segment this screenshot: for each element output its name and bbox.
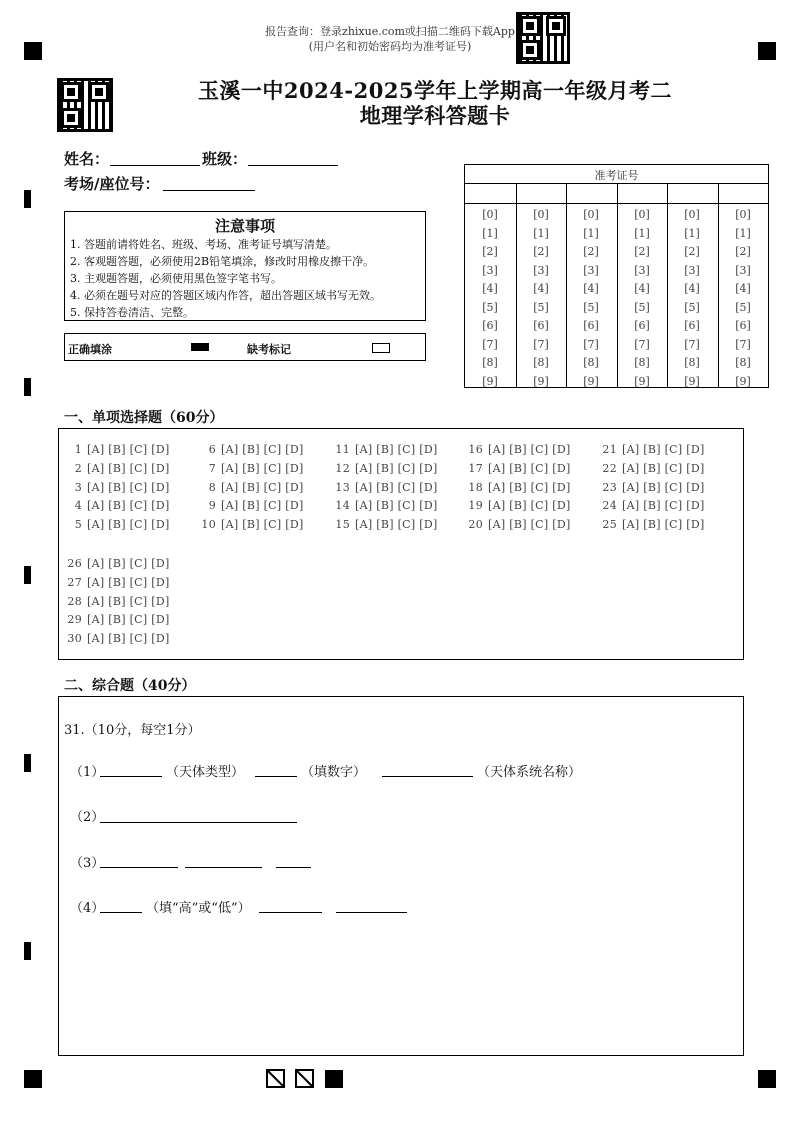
admission-digit-bubble[interactable]: [7] (634, 337, 650, 351)
mcq-question-row[interactable] (330, 481, 438, 494)
admission-digit-bubble[interactable]: [3] (583, 263, 599, 277)
q31-part1-blank1[interactable] (100, 776, 162, 777)
mcq-question-number: 26 (67, 557, 82, 570)
mcq-question-number: 23 (602, 481, 617, 494)
mcq-question-number: 29 (67, 613, 82, 626)
seat-label: 考场/座位号： (64, 175, 160, 193)
admission-digit-bubble[interactable]: [3] (684, 263, 700, 277)
corner-mark-bottom-left (24, 1070, 42, 1088)
admission-digit-bubble[interactable]: [3] (735, 263, 751, 277)
admission-digit-bubble[interactable]: [2] (482, 245, 498, 258)
admission-digit-bubble[interactable]: [0] (634, 208, 650, 221)
mcq-question-number: 6 (208, 443, 216, 456)
admission-digit-bubble[interactable]: [5] (583, 300, 599, 314)
mcq-question-number: 27 (67, 576, 82, 589)
mcq-options[interactable]: [A] [B] [C] [D] (221, 462, 304, 475)
mcq-options[interactable]: [A] [B] [C] [D] (622, 499, 705, 512)
q31-part1-blank2[interactable] (255, 776, 297, 777)
admission-digit-bubble[interactable]: [4] (684, 282, 700, 295)
mcq-question-row[interactable] (196, 443, 304, 456)
mcq-options[interactable]: [A] [B] [C] [D] (622, 518, 705, 531)
admission-digit-bubble[interactable]: [6] (482, 319, 498, 332)
mcq-options[interactable]: [A] [B] [C] [D] (355, 462, 438, 475)
admission-digit-bubble[interactable]: [1] (634, 226, 650, 240)
admission-digit-bubble[interactable]: [5] (684, 300, 700, 314)
timing-mark (24, 754, 31, 772)
class-field[interactable] (248, 165, 338, 166)
notice-box (64, 211, 426, 321)
page-marker-hatched (267, 1070, 284, 1087)
correct-fill-sample (191, 343, 209, 351)
notice-item: 1. 答题前请将姓名、班级、考场、准考证号填写清楚。 (70, 238, 337, 251)
admission-digit-bubble[interactable]: [7] (583, 337, 599, 351)
admission-digit-bubble[interactable]: [4] (533, 282, 549, 295)
mcq-question-row[interactable] (597, 462, 705, 475)
admission-number-box (464, 164, 769, 388)
q31-heading: 31.（10分，每空1分） (64, 723, 201, 738)
admission-digit-bubble[interactable]: [8] (533, 356, 549, 369)
mcq-options[interactable]: [A] [B] [C] [D] (355, 481, 438, 494)
report-query-line1: 报告查询：登录zhixue.com或扫描二维码下载App (265, 25, 515, 38)
admission-digit-bubble[interactable]: [4] (634, 282, 650, 295)
admission-digit-bubble[interactable]: [7] (735, 337, 751, 351)
class-label: 班级： (202, 150, 248, 168)
admission-digit-bubble[interactable]: [0] (583, 208, 599, 221)
mcq-question-number: 22 (602, 462, 617, 475)
mcq-question-row[interactable] (463, 462, 571, 475)
report-query-note (230, 24, 550, 54)
admission-digit-bubble[interactable]: [3] (533, 263, 549, 277)
q31-part3-blank3[interactable] (276, 867, 311, 868)
timing-mark (24, 942, 31, 960)
admission-digit-bubble[interactable]: [6] (634, 319, 650, 332)
mcq-question-row[interactable] (330, 443, 438, 456)
admission-digit-bubble[interactable]: [4] (583, 282, 599, 295)
exam-title-line1: 玉溪一中2024-2025学年上学期高一年级月考二 (197, 78, 673, 103)
timing-mark (24, 566, 31, 584)
q31-part2-blank[interactable] (100, 822, 297, 823)
admission-digit-bubble[interactable]: [8] (684, 356, 700, 369)
timing-mark (24, 190, 31, 208)
absent-mark-label: 缺考标记 (247, 343, 291, 356)
mcq-question-number: 13 (335, 481, 350, 494)
admission-digit-bubble[interactable]: [9] (583, 374, 599, 388)
absent-mark-box[interactable] (372, 343, 390, 353)
section1-title: 一、单项选择题（60分） (64, 410, 224, 426)
admission-digit-bubble[interactable]: [7] (533, 337, 549, 351)
admission-digit-bubble[interactable]: [1] (482, 226, 498, 240)
mcq-options[interactable]: [A] [B] [C] [D] (355, 518, 438, 531)
mcq-question-row[interactable] (330, 499, 438, 512)
mcq-question-number: 24 (602, 499, 617, 512)
mcq-options[interactable]: [A] [B] [C] [D] (221, 499, 304, 512)
mcq-question-row[interactable] (62, 499, 170, 512)
admission-digit-bubble[interactable]: [9] (684, 374, 700, 388)
mcq-question-row[interactable] (196, 481, 304, 494)
mcq-question-row[interactable] (62, 632, 170, 645)
admission-digit-bubble[interactable]: [0] (684, 208, 700, 221)
q31-part2-label: （2） (70, 810, 105, 825)
admission-digit-bubble[interactable]: [6] (684, 319, 700, 332)
admission-digit-bubble[interactable]: [2] (533, 245, 549, 258)
mcq-question-row[interactable] (196, 462, 304, 475)
admission-digit-bubble[interactable]: [3] (482, 263, 498, 277)
q31-part4-blank2[interactable] (259, 912, 322, 913)
app-qr-code[interactable] (516, 12, 570, 64)
mcq-question-number: 20 (468, 518, 483, 531)
exam-title-line2: 地理学科答题卡 (359, 103, 511, 128)
q31-part4-hint: （填“高”或“低”） (146, 901, 251, 916)
mcq-question-number: 1 (74, 443, 82, 456)
mcq-question-number: 14 (335, 499, 350, 512)
mcq-question-number: 25 (602, 518, 617, 531)
mcq-question-number: 4 (74, 499, 82, 512)
mcq-options[interactable]: [A] [B] [C] [D] (87, 443, 170, 456)
mcq-question-number: 19 (468, 499, 483, 512)
admission-digit-bubble[interactable]: [4] (735, 282, 751, 295)
admission-digit-bubble[interactable]: [5] (634, 300, 650, 314)
mcq-question-number: 10 (201, 518, 216, 531)
page-marker-group (266, 1069, 346, 1089)
mcq-options[interactable]: [A] [B] [C] [D] (488, 518, 571, 531)
admission-digit-bubble[interactable]: [9] (482, 374, 498, 388)
mcq-question-row[interactable] (597, 518, 705, 531)
admission-digit-bubble[interactable]: [0] (533, 208, 549, 221)
mcq-options[interactable]: [A] [B] [C] [D] (221, 443, 304, 456)
admission-digit-bubble[interactable]: [1] (583, 226, 599, 240)
timing-mark (24, 378, 31, 396)
student-qr-code (57, 78, 113, 132)
mcq-options[interactable]: [A] [B] [C] [D] (87, 481, 170, 494)
corner-mark-top-left (24, 42, 42, 60)
fill-legend-box (64, 333, 426, 361)
admission-number-title: 准考证号 (594, 169, 639, 182)
seat-field[interactable] (163, 190, 255, 191)
mcq-question-number: 21 (602, 443, 617, 456)
admission-digit-bubble[interactable]: [2] (634, 245, 650, 258)
admission-digit-bubble[interactable]: [2] (684, 245, 700, 258)
mcq-question-row[interactable] (597, 481, 705, 494)
mcq-question-row[interactable] (62, 518, 170, 531)
q31-part1-label: （1） (70, 765, 105, 780)
mcq-question-row[interactable] (62, 557, 170, 570)
mcq-options[interactable]: [A] [B] [C] [D] (488, 481, 571, 494)
admission-digit-bubble[interactable]: [9] (533, 374, 549, 388)
mcq-options[interactable]: [A] [B] [C] [D] (355, 443, 438, 456)
mcq-question-row[interactable] (330, 462, 438, 475)
admission-digit-bubble[interactable]: [7] (684, 337, 700, 351)
mcq-question-number: 7 (208, 462, 216, 475)
mcq-options[interactable]: [A] [B] [C] [D] (488, 499, 571, 512)
mcq-question-number: 28 (67, 595, 82, 608)
page-marker-solid (325, 1070, 343, 1088)
q31-part1-hint2: （填数字） (301, 765, 367, 780)
admission-digit-bubble[interactable]: [9] (735, 374, 751, 388)
report-query-line2: (用户名和初始密码均为准考证号) (308, 40, 472, 53)
q31-part3-blank1[interactable] (100, 867, 178, 868)
essay-answer-area (58, 696, 744, 1056)
admission-digit-bubble[interactable]: [1] (533, 226, 549, 240)
corner-mark-bottom-right (758, 1070, 776, 1088)
mcq-question-number: 2 (74, 462, 82, 475)
mcq-question-row[interactable] (330, 518, 438, 531)
mcq-question-row[interactable] (62, 576, 170, 589)
notice-item: 5. 保持答卷清洁、完整。 (70, 306, 194, 319)
admission-digit-bubble[interactable]: [5] (533, 300, 549, 314)
admission-digit-bubble[interactable]: [1] (735, 226, 751, 240)
mcq-question-row[interactable] (62, 462, 170, 475)
corner-mark-top-right (758, 42, 776, 60)
admission-digit-bubble[interactable]: [2] (583, 245, 599, 258)
name-field[interactable] (110, 165, 200, 166)
notice-item: 4. 必须在题号对应的答题区域内作答，超出答题区域书写无效。 (70, 289, 381, 302)
q31-part4-label: （4） (70, 901, 105, 916)
mcq-question-row[interactable] (62, 613, 170, 626)
q31-part1-hint1: （天体类型） (166, 765, 245, 780)
mcq-question-number: 9 (208, 499, 216, 512)
mcq-options[interactable]: [A] [B] [C] [D] (221, 518, 304, 531)
mcq-question-row[interactable] (196, 499, 304, 512)
mcq-question-row[interactable] (62, 481, 170, 494)
mcq-question-number: 15 (335, 518, 350, 531)
mcq-question-number: 30 (67, 632, 82, 645)
notice-title: 注意事项 (214, 217, 275, 235)
mcq-question-row[interactable] (463, 499, 571, 512)
admission-digit-bubble[interactable]: [4] (482, 282, 498, 295)
mcq-question-row[interactable] (597, 443, 705, 456)
mcq-question-number: 3 (74, 481, 82, 494)
mcq-options[interactable]: [A] [B] [C] [D] (87, 632, 170, 645)
mcq-question-row[interactable] (463, 518, 571, 531)
q31-part1-blank3[interactable] (382, 776, 473, 777)
mcq-question-row[interactable] (463, 481, 571, 494)
mcq-options[interactable]: [A] [B] [C] [D] (87, 462, 170, 475)
admission-digit-bubble[interactable]: [5] (482, 300, 498, 314)
mcq-question-number: 8 (208, 481, 216, 494)
mcq-question-row[interactable] (62, 443, 170, 456)
mcq-options[interactable]: [A] [B] [C] [D] (87, 499, 170, 512)
mcq-options[interactable]: [A] [B] [C] [D] (488, 462, 571, 475)
mcq-options[interactable]: [A] [B] [C] [D] (488, 443, 571, 456)
mcq-options[interactable]: [A] [B] [C] [D] (87, 576, 170, 589)
mcq-options[interactable]: [A] [B] [C] [D] (622, 462, 705, 475)
section2-title: 二、综合题（40分） (64, 678, 196, 694)
correct-fill-label: 正确填涂 (68, 343, 112, 356)
mcq-question-row[interactable] (597, 499, 705, 512)
admission-digit-bubble[interactable]: [8] (735, 356, 751, 369)
admission-digit-bubble[interactable]: [0] (735, 208, 751, 221)
name-label: 姓名： (64, 150, 110, 168)
mcq-options[interactable]: [A] [B] [C] [D] (622, 481, 705, 494)
q31-part4-blank3[interactable] (336, 912, 407, 913)
admission-digit-bubble[interactable]: [8] (482, 356, 498, 369)
admission-digit-bubble[interactable]: [3] (634, 263, 650, 277)
q31-part4-blank1[interactable] (100, 912, 142, 913)
mcq-options[interactable]: [A] [B] [C] [D] (355, 499, 438, 512)
page-marker-hatched (296, 1070, 313, 1087)
admission-digit-bubble[interactable]: [6] (583, 319, 599, 332)
mcq-options[interactable]: [A] [B] [C] [D] (87, 613, 170, 626)
notice-item: 2. 客观题答题，必须使用2B铅笔填涂，修改时用橡皮擦干净。 (70, 255, 375, 268)
admission-digit-bubble[interactable]: [8] (583, 356, 599, 369)
mcq-options[interactable]: [A] [B] [C] [D] (622, 443, 705, 456)
mcq-options[interactable]: [A] [B] [C] [D] (87, 557, 170, 570)
notice-item: 3. 主观题答题，必须使用黑色签字笔书写。 (70, 272, 282, 285)
mcq-question-number: 11 (335, 443, 350, 456)
exam-title (170, 78, 700, 128)
mcq-options[interactable]: [A] [B] [C] [D] (87, 595, 170, 608)
mcq-question-number: 12 (335, 462, 350, 475)
admission-digit-bubble[interactable]: [0] (482, 208, 498, 221)
admission-digit-bubble[interactable]: [8] (634, 356, 650, 369)
mcq-question-number: 5 (74, 518, 82, 531)
mcq-options[interactable]: [A] [B] [C] [D] (87, 518, 170, 531)
mcq-question-row[interactable] (62, 595, 170, 608)
mcq-question-number: 18 (468, 481, 483, 494)
admission-digit-bubble[interactable]: [6] (533, 319, 549, 332)
admission-digit-bubble[interactable]: [1] (684, 226, 700, 240)
q31-part1-hint3: （天体系统名称） (477, 765, 582, 780)
q31-part3-blank2[interactable] (185, 867, 262, 868)
mcq-question-row[interactable] (196, 518, 304, 531)
mcq-question-number: 17 (468, 462, 483, 475)
mcq-question-number: 16 (468, 443, 483, 456)
admission-digit-bubble[interactable]: [5] (735, 300, 751, 314)
admission-digit-bubble[interactable]: [2] (735, 245, 751, 258)
admission-digit-bubble[interactable]: [9] (634, 374, 650, 388)
admission-digit-bubble[interactable]: [6] (735, 319, 751, 332)
q31-part3-label: （3） (70, 856, 105, 871)
mcq-options[interactable]: [A] [B] [C] [D] (221, 481, 304, 494)
admission-digit-bubble[interactable]: [7] (482, 337, 498, 351)
mcq-question-row[interactable] (463, 443, 571, 456)
